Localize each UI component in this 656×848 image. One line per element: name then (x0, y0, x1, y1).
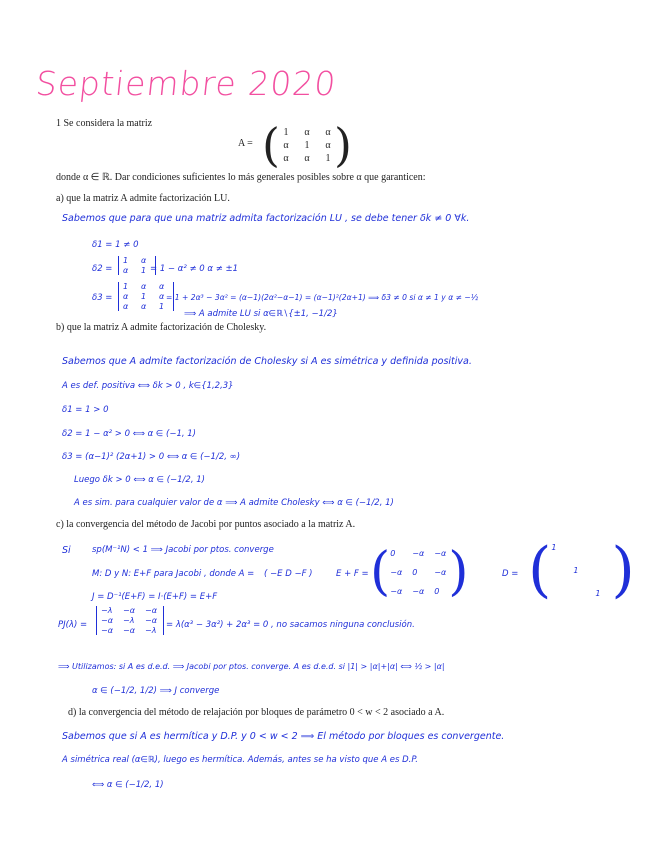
matrix-cell: −α (145, 616, 157, 625)
matrix-cell: −α (123, 606, 135, 615)
matrix-cell: −λ (145, 626, 157, 635)
part-d-line-2: A simétrica real (α∈ℝ), luego es hermítica. Además, antes se ha visto que A es D.P. (62, 755, 418, 765)
matrix-cell: −λ (123, 616, 135, 625)
matrix-cell: −α (390, 567, 403, 577)
page-title: Septiembre 2020 (33, 64, 339, 103)
matrix-cell: 1 (595, 588, 601, 598)
part-d-line-3: ⟺ α ∈ (−1/2, 1) (92, 780, 164, 790)
part-b-line-1: Sabemos que A admite factorización de Cholesky si A es simétrica y definida positiva. (62, 356, 472, 367)
part-b-line-7: A es sim. para cualquier valor de α ⟹ A admite Cholesky ⟺ α ∈ (−1/2, 1) (74, 498, 394, 508)
part-c-line-5: J = D⁻¹(E+F) = I·(E+F) = E+F (92, 592, 218, 602)
matrix-cell: 1 (325, 152, 331, 164)
matrix-cell: 1 (283, 126, 289, 138)
part-a-line-7: ⟹ A admite LU si α∈ℝ∖{±1, −1/2} (184, 309, 338, 319)
matrix-cell: −α (123, 626, 135, 635)
part-d-line-1: Sabemos que si A es hermítica y D.P. y 0 < w < 2 ⟹ El método por bloques es convergente. (62, 731, 505, 742)
matrix-cell: 1 (123, 256, 129, 265)
matrix-cell: 0 (434, 586, 440, 596)
matrix-cell: α (123, 266, 129, 275)
part-c-line-8: ⟹ Utilizamos: si A es d.e.d. ⟹ Jacobi por ptos. converge. A es d.e.d. si |1| > |α|+|α| ⟺ ½ > |α| (58, 662, 445, 671)
matrix-cell: −α (101, 626, 113, 635)
problem-condition: donde α ∈ ℝ. Dar condiciones suficientes lo más generales posibles sobre α que garanticen: (56, 172, 426, 183)
part-a-line-5: δ3 = (92, 293, 113, 303)
matrix-cell (551, 566, 567, 575)
matrix-cell: α (141, 302, 147, 311)
part-c-line-9: α ∈ (−1/2, 1/2) ⟹ J converge (92, 686, 220, 696)
matrix-cell: 1 (573, 565, 579, 575)
matrix-cell: α (304, 152, 310, 164)
matrix-cell: −α (412, 586, 425, 596)
matrix-cell (573, 543, 589, 552)
matrix-cell: α (159, 282, 165, 291)
matrix-cell: 1 (304, 139, 310, 151)
part-a-line-4: = 1 − α² ≠ 0 α ≠ ±1 (150, 264, 239, 274)
part-c-line-si: Si (62, 545, 71, 556)
matrix-cell: α (283, 139, 289, 151)
matrix-cell: α (325, 126, 331, 138)
a-split: ( −E D −F ) (264, 569, 313, 579)
part-c-line-7: = λ(α³ − 3α²) + 2α³ = 0 , no sacamos ninguna conclusión. (166, 620, 415, 630)
part-b-line-3: δ1 = 1 > 0 (62, 405, 109, 415)
part-b-line-5: δ3 = (α−1)² (2α+1) > 0 ⟺ α ∈ (−1/2, ∞) (62, 452, 241, 462)
matrix-cell (551, 589, 567, 598)
matrix-cell: α (141, 282, 147, 291)
matrix-cell: α (159, 292, 165, 301)
part-b-line-2: A es def. positiva ⟺ δk > 0 , k∈{1,2,3} (62, 381, 234, 391)
matrix-cell: α (283, 152, 289, 164)
problem-intro: 1 Se considera la matriz (56, 118, 153, 129)
part-a-line-6: = 1 + 2α³ − 3α² = (α−1)(2α²−α−1) = (α−1)²(2α+1) ⟹ δ3 ≠ 0 si α ≠ 1 y α ≠ −½ (166, 293, 479, 302)
part-c-line-1: sp(M⁻¹N) < 1 ⟹ Jacobi por ptos. converge (92, 545, 274, 555)
matrix-cell: α (123, 302, 129, 311)
part-a-line-1: Sabemos que para que una matriz admita factorización LU , se debe tener δk ≠ 0 ∀k. (62, 213, 470, 224)
part-c-line-4: D = (502, 569, 519, 579)
pj-matrix (96, 606, 164, 635)
part-c-statement: c) la convergencia del método de Jacobi por puntos asociado a la matriz A. (56, 519, 356, 530)
matrix-cell: α (141, 256, 147, 265)
matrix-cell: 0 (412, 567, 418, 577)
matrix-label: A = (238, 138, 253, 149)
matrix-cell: 1 (551, 542, 557, 552)
part-a-line-3: δ2 = (92, 264, 113, 274)
matrix-cell: 1 (141, 292, 147, 301)
matrix-cell: −α (101, 616, 113, 625)
matrix-a: ( 1 α α α 1 α α α 1 ) (262, 118, 352, 172)
matrix-cell (573, 589, 589, 598)
part-d-statement: d) la convergencia del método de relajación por bloques de parámetro 0 < w < 2 asociado a A. (68, 707, 445, 718)
matrix-cell: −λ (101, 606, 113, 615)
part-b-line-4: δ2 = 1 − α² > 0 ⟺ α ∈ (−1, 1) (62, 429, 196, 439)
part-a-statement: a) que la matriz A admite factorización LU. (56, 193, 230, 204)
matrix-cell (595, 543, 611, 552)
part-c-line-6: PJ(λ) = (58, 620, 88, 630)
matrix-cell: 1 (123, 282, 129, 291)
part-b-statement: b) que la matriz A admite factorización de Cholesky. (56, 322, 267, 333)
matrix-cell: −α (145, 606, 157, 615)
d-matrix: ( 1 1 1 ) (528, 535, 635, 605)
matrix-cell: −α (434, 567, 447, 577)
matrix-cell: 1 (141, 266, 147, 275)
matrix-cell: −α (412, 548, 425, 558)
matrix-cell: α (325, 139, 331, 151)
matrix-cell: α (123, 292, 129, 301)
part-c-line-2: M: D y N: E+F para Jacobi , donde A = (92, 569, 255, 579)
matrix-cell: α (304, 126, 310, 138)
part-b-line-6: Luego δk > 0 ⟺ α ∈ (−1/2, 1) (74, 475, 205, 485)
part-c-line-3: E + F = (336, 569, 369, 579)
matrix-cell (595, 566, 611, 575)
matrix-cell: 1 (159, 302, 165, 311)
ef-matrix: ( 0 −α −α −α 0 −α −α −α 0 ) (370, 542, 469, 602)
matrix-cell: −α (434, 548, 447, 558)
matrix-cell: 0 (390, 548, 396, 558)
part-a-line-2: δ1 = 1 ≠ 0 (92, 240, 139, 250)
matrix-cell: −α (390, 586, 403, 596)
